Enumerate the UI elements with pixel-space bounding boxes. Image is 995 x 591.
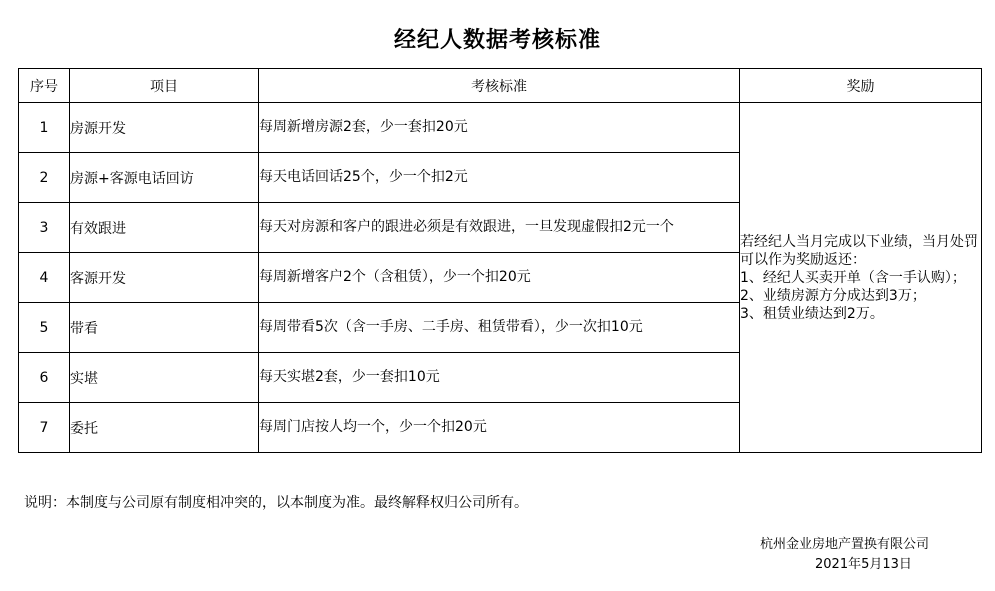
row-standard: 每天实堪2套，少一套扣10元 — [259, 353, 740, 403]
page-title: 经纪人数据考核标准 — [393, 28, 601, 53]
company-name: 杭州金业房地产置换有限公司 — [760, 537, 930, 552]
row-standard: 每周门店按人均一个，少一个扣20元 — [259, 403, 740, 453]
reward-cell — [740, 103, 982, 453]
row-item: 委托 — [70, 403, 259, 453]
header-no: 序号 — [19, 69, 70, 103]
row-number: 5 — [19, 303, 70, 353]
row-standard: 每周带看5次（含一手房、二手房、租赁带看），少一次扣10元 — [259, 303, 740, 353]
row-number: 4 — [19, 253, 70, 303]
row-number: 2 — [19, 153, 70, 203]
reward-item-2: 2、业绩房源方分成达到3万； — [740, 287, 926, 304]
row-item: 实堪 — [70, 353, 259, 403]
table-row — [19, 103, 982, 153]
row-item: 带看 — [70, 303, 259, 353]
row-number: 1 — [19, 103, 70, 153]
row-standard: 每天电话回话25个，少一个扣2元 — [259, 153, 740, 203]
row-number: 3 — [19, 203, 70, 253]
reward-item-3: 3、租赁业绩达到2万。 — [740, 305, 884, 322]
header-standard: 考核标准 — [259, 69, 740, 103]
note-text: 说明：本制度与公司原有制度相冲突的，以本制度为准。最终解释权归公司所有。 — [24, 495, 528, 511]
row-number: 6 — [19, 353, 70, 403]
assessment-table — [18, 68, 982, 453]
row-standard: 每周新增客户2个（含租赁），少一个扣20元 — [259, 253, 740, 303]
table-header-row — [19, 69, 982, 103]
row-number: 7 — [19, 403, 70, 453]
reward-item-1: 1、经纪人买卖开单（含一手认购）； — [740, 269, 966, 286]
row-item: 客源开发 — [70, 253, 259, 303]
row-standard: 每周新增房源2套，少一套扣20元 — [259, 103, 740, 153]
row-item: 房源开发 — [70, 103, 259, 153]
row-item: 房源+客源电话回访 — [70, 153, 259, 203]
header-item: 项目 — [70, 69, 259, 103]
row-item: 有效跟进 — [70, 203, 259, 253]
reward-intro: 若经纪人当月完成以下业绩，当月处罚可以作为奖励返还： — [740, 233, 978, 268]
header-reward: 奖励 — [740, 69, 982, 103]
row-standard: 每天对房源和客户的跟进必须是有效跟进，一旦发现虚假扣2元一个 — [259, 203, 740, 253]
document-date: 2021年5月13日 — [815, 557, 912, 572]
